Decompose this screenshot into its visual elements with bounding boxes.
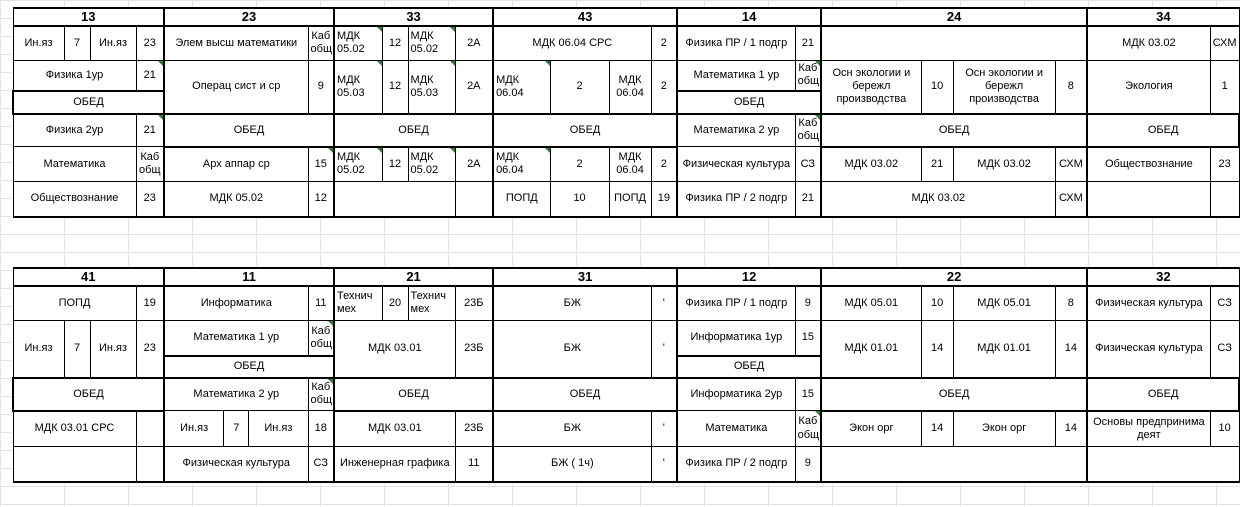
subject-cell: Информатика 2ур (677, 378, 795, 411)
subject-cell: Физическая культура (164, 447, 308, 482)
subject-cell: МДК 01.01 (953, 321, 1055, 378)
subject-cell: Элем высш математики (164, 26, 308, 61)
room-cell: 2 (550, 61, 609, 114)
subject-cell: Ин.яз (180, 422, 209, 434)
lunch-cell: ОБЕД (677, 356, 821, 378)
subject-cell (1087, 182, 1210, 217)
room-cell: ' (651, 411, 677, 447)
room-cell: Каб общ (795, 114, 821, 147)
subject-cell: МДК 05.01 (821, 286, 921, 321)
lesson-row-3 (13, 114, 1239, 147)
subject-cell: МДК 06.04 (493, 147, 550, 182)
room-cell: Каб общ (136, 147, 164, 182)
subject-cell: МДК 03.02 (1087, 26, 1210, 61)
subject-cell: Операц сист и ср (164, 61, 308, 114)
room-cell: 12 (382, 26, 408, 61)
group-header: 43 (493, 8, 677, 26)
room-cell: СХМ (1055, 147, 1087, 182)
room-cell: 21 (136, 114, 164, 147)
subject-cell: Обществознание (13, 182, 136, 217)
subject-cell: Экология (1087, 61, 1210, 114)
room-cell: 12 (382, 147, 408, 182)
subject-cell: Арх аппар ср (164, 147, 308, 182)
subject-cell: ПОПД (493, 182, 550, 217)
split-cell (165, 411, 308, 446)
subject-cell: Физика ПР / 2 подгр (677, 182, 795, 217)
room-cell: 23Б (455, 321, 493, 378)
room-cell: СЗ (795, 147, 821, 182)
room-cell: 23Б (455, 286, 493, 321)
group-header: 33 (334, 8, 493, 26)
room-cell: 10 (550, 182, 609, 217)
lesson-row-3 (13, 378, 1239, 411)
group-header: 14 (677, 8, 821, 26)
lesson-row-4 (13, 147, 1239, 182)
room-cell: 21 (795, 182, 821, 217)
subject-cell (821, 26, 1087, 61)
subject-cell: МДК 03.02 (821, 182, 1055, 217)
subject-cell: МДК 03.02 (821, 147, 921, 182)
room-cell: 9 (795, 447, 821, 482)
room-cell: СЗ (308, 447, 334, 482)
lesson-row-4 (13, 411, 1239, 447)
subject-cell: Экон орг (953, 411, 1055, 447)
subject-cell: Экон орг (821, 411, 921, 447)
subject-cell: Обществознание (1087, 147, 1210, 182)
subject-cell (1087, 447, 1239, 482)
room-cell: 14 (921, 411, 953, 447)
subject-cell: МДК 06.04 (493, 61, 550, 114)
subject-cell: ПОПД (13, 286, 136, 321)
group-header: 24 (821, 8, 1087, 26)
room-cell: 23Б (455, 411, 493, 447)
subject-cell: Ин.яз (13, 26, 64, 61)
lunch-cell: ОБЕД (677, 91, 821, 114)
schedule-table-top (12, 7, 1240, 218)
room-cell: 19 (136, 286, 164, 321)
room-cell: СЗ (1210, 321, 1239, 378)
room-cell: ' (651, 286, 677, 321)
room-cell: 14 (1055, 321, 1087, 378)
subject-cell: МДК 05.02 (408, 26, 455, 61)
room-cell: СХМ (1055, 182, 1087, 217)
subject-cell: Осн экологии и бережл производства (953, 61, 1055, 114)
subject-cell: Физическая культура (677, 147, 795, 182)
room-cell: 9 (308, 61, 334, 114)
room-cell: СХМ (1210, 26, 1239, 61)
subject-cell: МДК 03.01 (334, 411, 455, 447)
lesson-row-2 (13, 61, 1239, 91)
subject-cell: Основы предпринима деят (1087, 411, 1210, 447)
group-header: 34 (1087, 8, 1239, 26)
subject-cell: Технич мех (408, 286, 455, 321)
lesson-row-2 (13, 321, 1239, 356)
lunch-cell: ОБЕД (1087, 378, 1239, 411)
lunch-cell: ОБЕД (164, 356, 334, 378)
subject-cell: БЖ (493, 286, 651, 321)
lesson-row-1 (13, 286, 1239, 321)
subject-cell: Ин.яз (90, 321, 136, 378)
group-header-row (13, 268, 1239, 286)
group-header: 21 (334, 268, 493, 286)
subject-cell: МДК 03.01 СРС (13, 411, 136, 447)
room-cell: 23 (136, 26, 164, 61)
lunch-cell: ОБЕД (164, 114, 334, 147)
subject-cell: Математика 1 ур (677, 61, 795, 91)
lesson-row-5 (13, 182, 1239, 217)
room-cell: ' (651, 447, 677, 482)
subject-cell: Информатика 1ур (677, 321, 795, 356)
room-cell: 10 (921, 286, 953, 321)
room-cell: 23 (1210, 147, 1239, 182)
room-cell: 12 (308, 182, 334, 217)
subject-cell: Информатика (164, 286, 308, 321)
room-cell: 7 (64, 26, 90, 61)
subject-cell: ПОПД (609, 182, 651, 217)
lunch-cell: ОБЕД (493, 114, 677, 147)
room-cell: 20 (382, 286, 408, 321)
subject-cell: МДК 05.03 (408, 61, 455, 114)
subject-cell (13, 447, 136, 482)
room-cell: 2 (550, 147, 609, 182)
room-cell: 12 (382, 61, 408, 114)
room-cell: 10 (1210, 411, 1239, 447)
room-cell: 7 (64, 321, 90, 378)
group-header: 23 (164, 8, 334, 26)
room-cell: Каб общ (795, 411, 821, 447)
room-cell: 9 (795, 286, 821, 321)
room-cell: 2 (651, 147, 677, 182)
room-cell: 8 (1055, 61, 1087, 114)
lunch-cell: ОБЕД (1087, 114, 1239, 147)
subject-cell (821, 447, 1087, 482)
room-cell: ' (651, 321, 677, 378)
subject-cell (164, 411, 308, 447)
lesson-row-1 (13, 26, 1239, 61)
lunch-cell: ОБЕД (493, 378, 677, 411)
group-header: 11 (164, 268, 334, 286)
subject-cell (334, 182, 455, 217)
room-cell: 15 (795, 321, 821, 356)
subject-cell: МДК 06.04 (609, 61, 651, 114)
lunch-cell: ОБЕД (13, 91, 164, 114)
subject-cell: МДК 01.01 (821, 321, 921, 378)
subject-cell: Математика (677, 411, 795, 447)
subject-cell: Физика ПР / 1 подгр (677, 286, 795, 321)
room-cell: 11 (455, 447, 493, 482)
subject-cell: МДК 05.01 (953, 286, 1055, 321)
room-cell: 18 (308, 411, 334, 447)
subject-cell: МДК 05.03 (334, 61, 382, 114)
group-header: 32 (1087, 268, 1239, 286)
subject-cell: Физика 2ур (13, 114, 136, 147)
subject-cell: Физическая культура (1087, 321, 1210, 378)
subject-cell: МДК 06.04 (609, 147, 651, 182)
subject-cell: МДК 05.02 (334, 147, 382, 182)
lunch-cell: ОБЕД (334, 114, 493, 147)
room-cell: Каб общ (308, 378, 334, 411)
subject-cell: Физика ПР / 1 подгр (677, 26, 795, 61)
room-cell: 8 (1055, 286, 1087, 321)
subject-cell: Ин.яз (264, 422, 293, 434)
room-cell: СЗ (1210, 286, 1239, 321)
subject-cell: Ин.яз (90, 26, 136, 61)
subject-cell: Физическая культура (1087, 286, 1210, 321)
room-cell: 14 (921, 321, 953, 378)
subject-cell: Математика (13, 147, 136, 182)
subject-cell: Физика ПР / 2 подгр (677, 447, 795, 482)
subject-cell: Математика 2 ур (164, 378, 308, 411)
subject-cell: БЖ ( 1ч) (493, 447, 651, 482)
room-cell: 2 (651, 26, 677, 61)
group-header-row (13, 8, 1239, 26)
subject-cell: Ин.яз (13, 321, 64, 378)
group-header: 12 (677, 268, 821, 286)
room-cell: Каб общ (308, 321, 334, 356)
subject-cell: МДК 05.02 (334, 26, 382, 61)
room-cell: 21 (921, 147, 953, 182)
room-cell: 10 (921, 61, 953, 114)
room-cell: 7 (223, 411, 249, 446)
lunch-cell: ОБЕД (334, 378, 493, 411)
subject-cell: БЖ (493, 411, 651, 447)
group-header: 13 (13, 8, 164, 26)
group-header: 22 (821, 268, 1087, 286)
lunch-cell: ОБЕД (821, 378, 1087, 411)
subject-cell: Инженерная графика (334, 447, 455, 482)
room-cell: 2А (455, 61, 493, 114)
subject-cell: Осн экологии и бережл производства (821, 61, 921, 114)
subject-cell: Физика 1ур (13, 61, 136, 91)
subject-cell: Математика 1 ур (164, 321, 308, 356)
subject-cell: Математика 2 ур (677, 114, 795, 147)
room-cell: 23 (136, 182, 164, 217)
room-cell: 2А (455, 26, 493, 61)
subject-cell: МДК 03.02 (953, 147, 1055, 182)
room-cell (1210, 182, 1239, 217)
room-cell: 19 (651, 182, 677, 217)
room-cell (136, 447, 164, 482)
group-header: 31 (493, 268, 677, 286)
room-cell: 21 (136, 61, 164, 91)
room-cell: 1 (1210, 61, 1239, 114)
room-cell: 23 (136, 321, 164, 378)
room-cell: 14 (1055, 411, 1087, 447)
room-cell: 2 (651, 61, 677, 114)
room-cell: 2А (455, 147, 493, 182)
room-cell: Каб общ (308, 26, 334, 61)
subject-cell: БЖ (493, 321, 651, 378)
subject-cell: МДК 05.02 (164, 182, 308, 217)
room-cell: 21 (795, 26, 821, 61)
subject-cell: Технич мех (334, 286, 382, 321)
room-cell: 15 (308, 147, 334, 182)
room-cell: 11 (308, 286, 334, 321)
room-cell: Каб общ (795, 61, 821, 91)
lunch-cell: ОБЕД (13, 378, 164, 411)
lesson-row-5 (13, 447, 1239, 482)
subject-cell: МДК 05.02 (408, 147, 455, 182)
group-header: 41 (13, 268, 164, 286)
room-cell (136, 411, 164, 447)
schedule-table-bottom (12, 267, 1240, 483)
subject-cell: МДК 06.04 СРС (493, 26, 651, 61)
lunch-cell: ОБЕД (821, 114, 1087, 147)
subject-cell: МДК 03.01 (334, 321, 455, 378)
room-cell: 15 (795, 378, 821, 411)
room-cell (455, 182, 493, 217)
